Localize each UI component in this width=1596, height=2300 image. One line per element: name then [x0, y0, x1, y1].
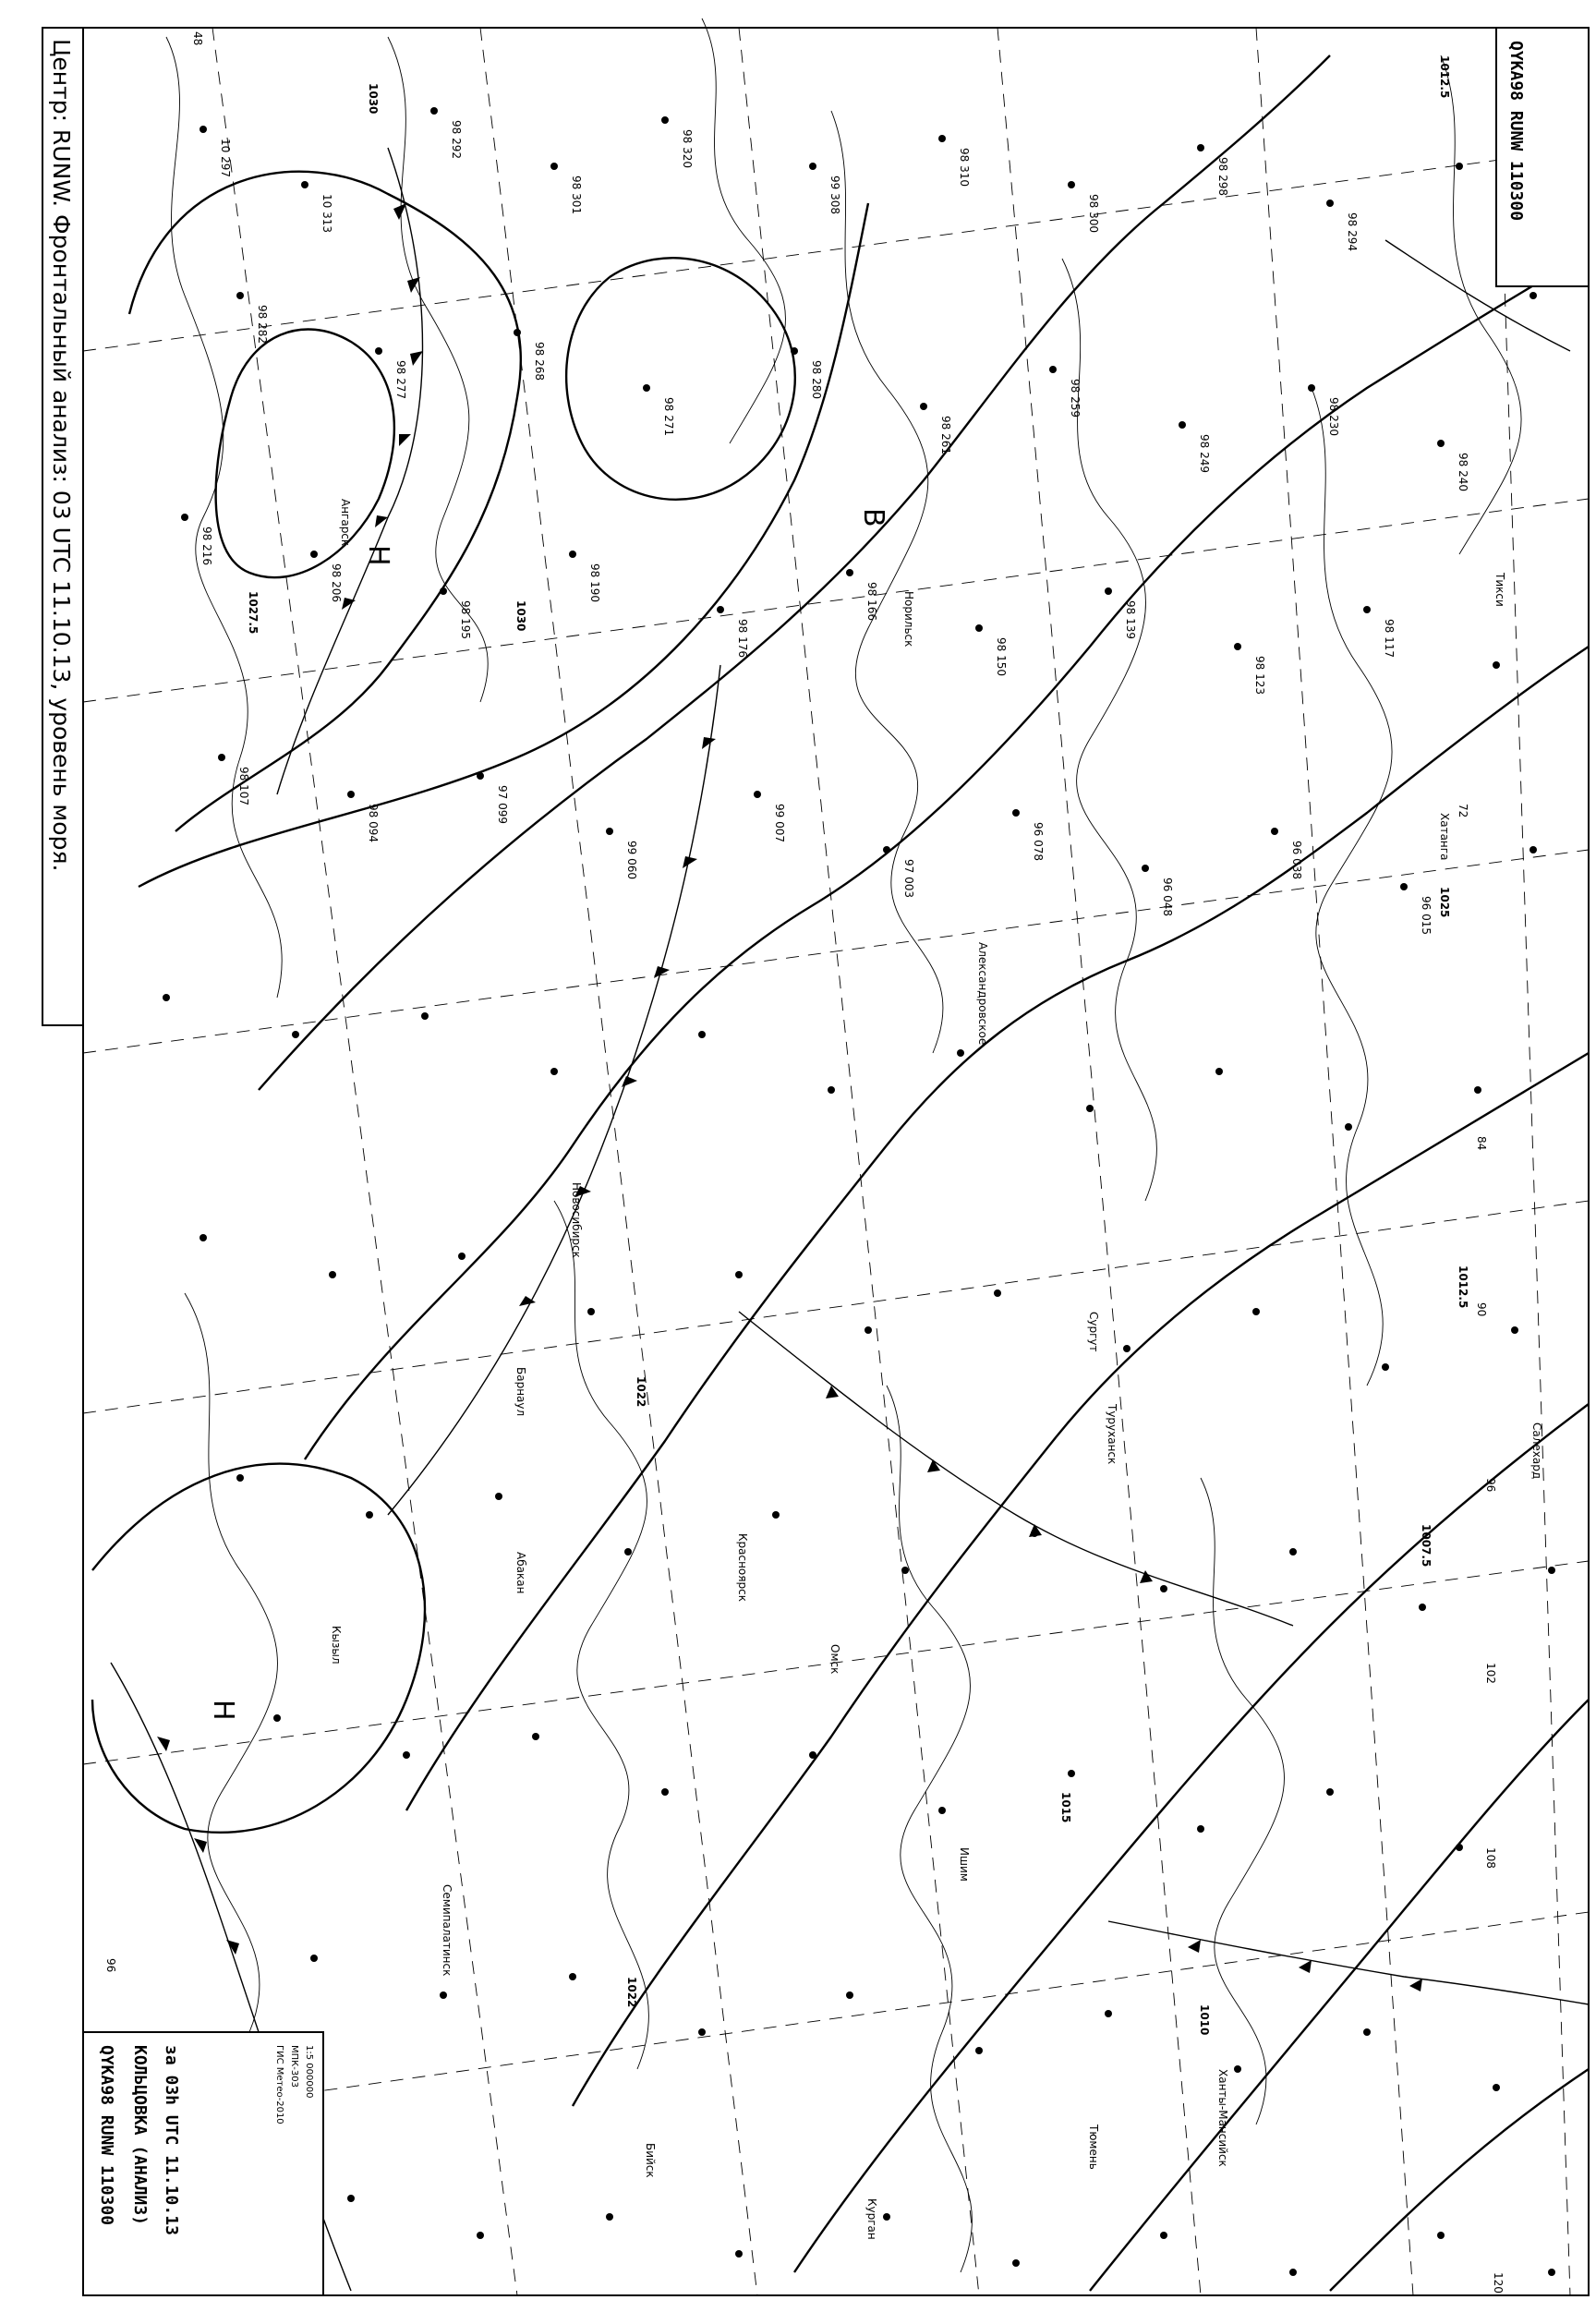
station-code: 98 117: [1383, 619, 1396, 658]
station-code: 98 107: [237, 767, 250, 805]
place-name: Красноярск: [736, 1533, 749, 1602]
place-name: Тюмень: [1087, 2124, 1100, 2170]
station-code: 98 271: [662, 397, 675, 436]
map-title: Центр: RUNW. Фронтальный анализ: 03 UTC 11.10.13, уровень моря.: [48, 39, 75, 872]
station-code: 96 048: [1161, 878, 1174, 916]
lon-tick: 90: [1475, 1302, 1488, 1317]
station-code: 98 240: [1457, 453, 1469, 491]
station-code: 98 190: [588, 563, 601, 602]
high-center-label: В: [857, 508, 889, 527]
code-top: QYKA98 RUNW 110300: [1506, 41, 1526, 222]
station-code: 98 230: [1327, 397, 1340, 436]
legend-code: QYKA98 RUNW 110300: [97, 2045, 116, 2226]
station-code: 98 300: [1087, 194, 1100, 233]
station-code: 98 294: [1346, 212, 1359, 251]
place-name: Ишим: [958, 1847, 971, 1882]
place-name: Тикси: [1493, 573, 1506, 607]
legend-line1: КОЛЬЦОВКА (АНАЛИЗ): [130, 2045, 150, 2226]
isobar-label: 1025: [1438, 887, 1451, 918]
low-center-label: Н: [362, 545, 394, 566]
station-code: 97 003: [902, 859, 915, 898]
station-code: 96 038: [1290, 841, 1303, 879]
place-name: Новосибирск: [570, 1182, 583, 1258]
place-name: Сургут: [1087, 1312, 1100, 1352]
lon-tick: 72: [1457, 804, 1469, 818]
station-code: 98 277: [394, 360, 407, 399]
legend-footer3: 1:5 000000: [304, 2045, 314, 2099]
place-name: Туруханск: [1106, 1404, 1118, 1465]
place-name: Абакан: [514, 1552, 527, 1594]
place-name: Бийск: [644, 2143, 657, 2178]
isobar-label: 1012.5: [1438, 55, 1451, 99]
place-name: Хатанга: [1438, 813, 1451, 861]
station-code: 98 195: [459, 600, 472, 639]
place-name: Барнаул: [514, 1367, 527, 1417]
place-name: Ангарск: [339, 499, 352, 547]
place-name: Кызыл: [330, 1626, 343, 1664]
lon-tick: 96: [1484, 1478, 1497, 1493]
isobar-label: 1027.5: [247, 591, 260, 635]
legend-footer2: МПК-303: [289, 2045, 299, 2088]
lon-tick: 120: [1492, 2272, 1505, 2294]
isobar-label: 1015: [1059, 1792, 1072, 1823]
lon-tick: 96: [104, 1958, 117, 1973]
station-code: 99 060: [625, 841, 638, 879]
station-code: 98 310: [958, 148, 971, 187]
station-code: 98 139: [1124, 600, 1137, 639]
station-code: 97 099: [496, 785, 509, 824]
legend-box: [83, 2032, 323, 2295]
station-code: 98 298: [1216, 157, 1229, 196]
station-code: 98 216: [200, 527, 213, 565]
place-name: Курган: [865, 2198, 878, 2240]
place-name: Семипалатинск: [441, 1884, 453, 1977]
isobar-label: 1022: [625, 1977, 638, 2008]
lon-tick: 84: [1475, 1136, 1488, 1151]
station-code: 99 007: [773, 804, 786, 842]
station-code: 98 094: [367, 804, 380, 842]
station-code: 98 268: [533, 342, 546, 381]
lon-tick: 108: [1484, 1847, 1497, 1869]
station-code: 99 308: [828, 176, 841, 214]
low-center-label: Н: [207, 1700, 239, 1721]
place-name: Александровское: [976, 942, 989, 1046]
station-code: 98 259: [1069, 379, 1082, 418]
station-code: 98 176: [736, 619, 749, 658]
station-code: 96 015: [1420, 896, 1433, 935]
legend-line2: за 03h UTC 11.10.13: [162, 2045, 181, 2235]
station-code: 98 282: [256, 305, 269, 344]
place-name: Норильск: [902, 591, 915, 648]
place-name: Ханты-Мансийск: [1216, 2069, 1229, 2167]
station-code: 96 078: [1032, 822, 1045, 861]
station-code: 98 123: [1253, 656, 1266, 695]
station-code: 98 292: [450, 120, 463, 159]
place-name: Омск: [828, 1644, 841, 1675]
station-code: 98 320: [681, 129, 694, 168]
lon-tick: 48: [191, 31, 204, 46]
isobar-label: 1012.5: [1457, 1265, 1469, 1309]
isobar-label: 1030: [367, 83, 380, 115]
isobar-label: 1022: [635, 1376, 647, 1408]
isobar-label: 1007.5: [1420, 1524, 1433, 1568]
station-code: 98 280: [810, 360, 823, 399]
place-name: Салехард: [1530, 1422, 1543, 1480]
station-code: 10 297: [219, 139, 232, 177]
station-code: 98 166: [865, 582, 878, 621]
lon-tick: 102: [1484, 1663, 1497, 1684]
station-code: 98 150: [995, 637, 1008, 676]
station-code: 98 301: [570, 176, 583, 214]
isobar-label: 1010: [1198, 2004, 1211, 2036]
station-code: 10 313: [320, 194, 333, 233]
station-code: 98 249: [1198, 434, 1211, 473]
legend-footer1: ГИС Метео-2010: [274, 2045, 284, 2124]
station-code: 98 261: [939, 416, 952, 454]
isobar-label: 1030: [514, 600, 527, 632]
station-code: 98 206: [330, 563, 343, 602]
